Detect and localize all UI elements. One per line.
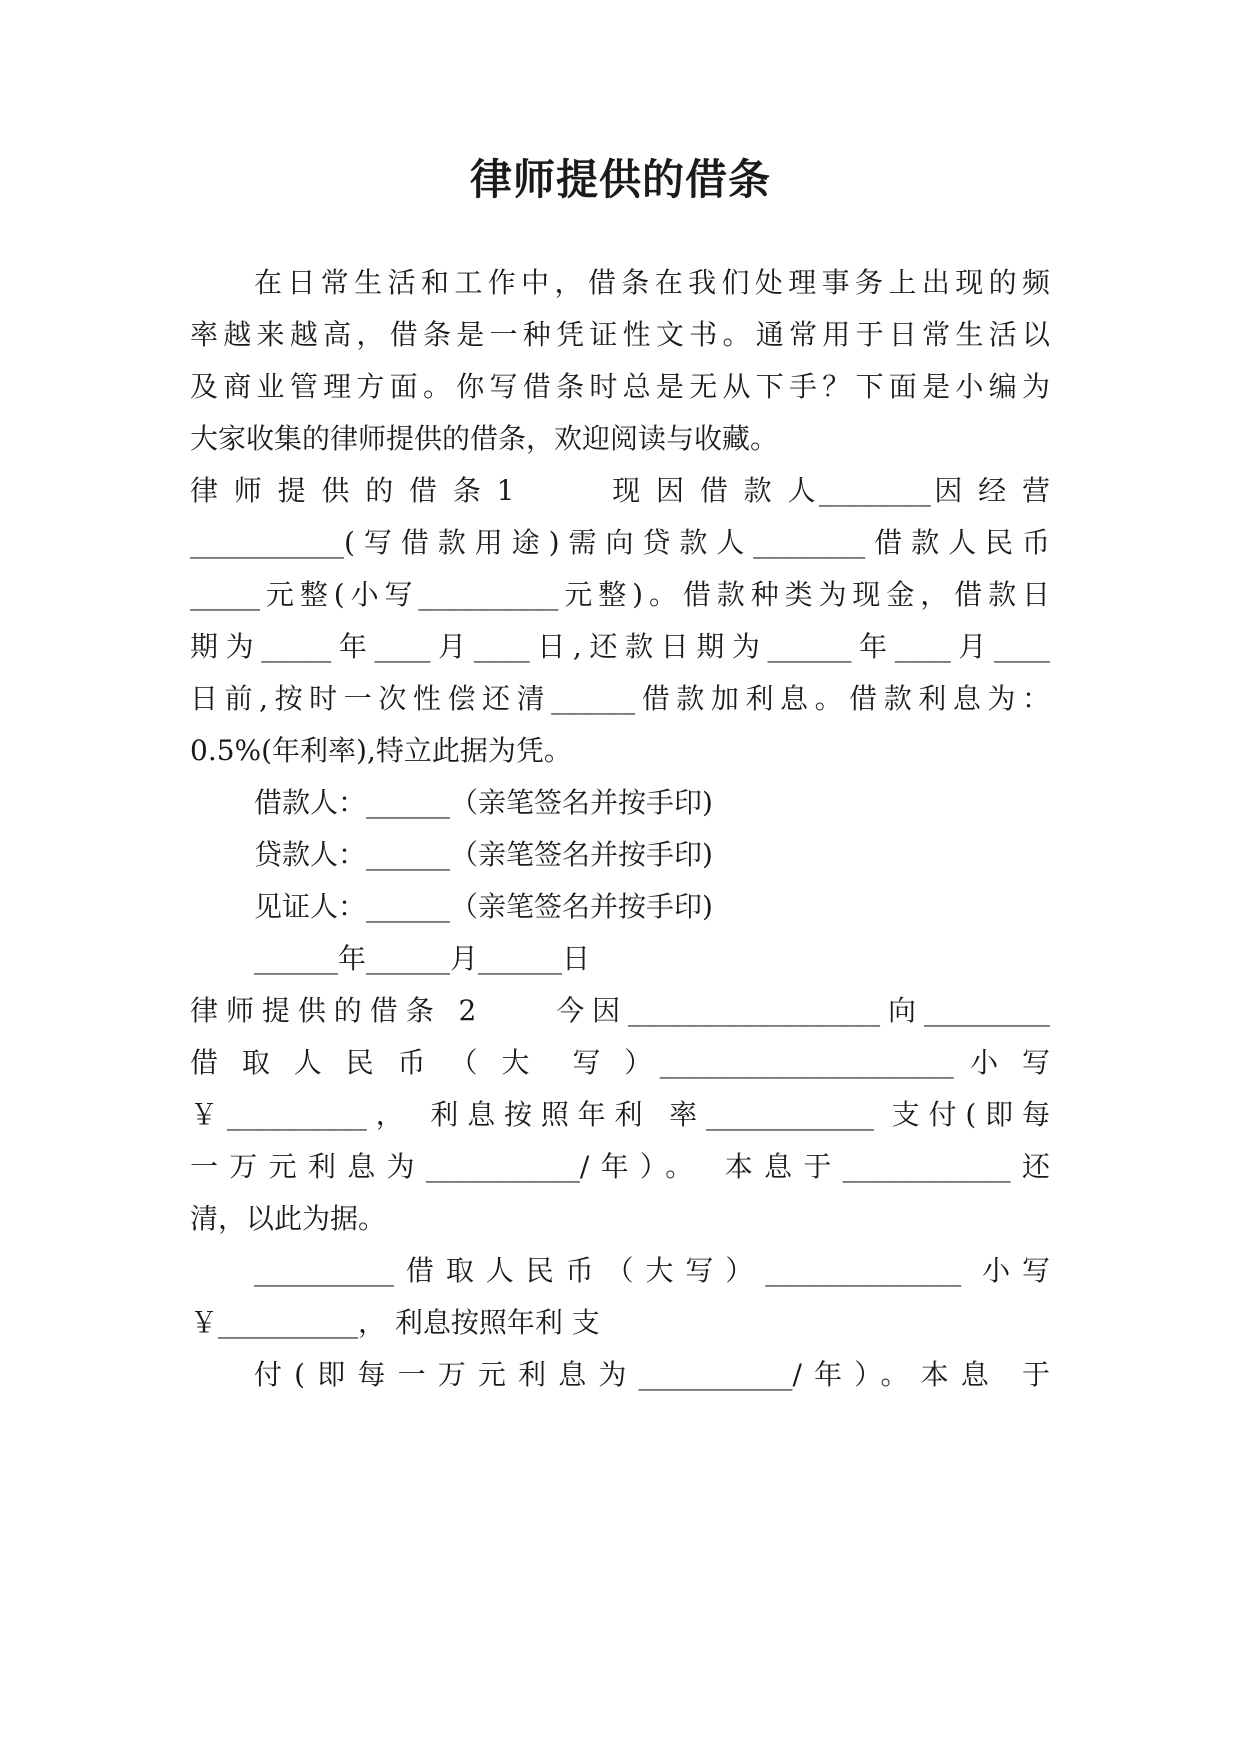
lender-signature-line: 贷款人：______（亲笔签名并按手印) <box>254 838 713 871</box>
intro-line-2: 率越来越高，借条是一种凭证性文书。通常用于日常生活以 <box>190 318 1050 351</box>
template3-line-3: 付(即每一万元利息为___________/年）。本息 于 <box>254 1358 1050 1391</box>
template2-line-5: 清，以此为据。 <box>190 1202 387 1235</box>
template1-line-3: _____元整(小写__________元整)。借款种类为现金，借款日 <box>190 578 1050 611</box>
template1-line-1: 律 师 提 供 的 借 条 1 现 因 借 款 人________因 经 营 <box>190 474 1050 507</box>
borrower-signature-line: 借款人：______（亲笔签名并按手印) <box>254 786 713 819</box>
witness-signature-line: 见证人：______（亲笔签名并按手印) <box>254 890 713 923</box>
template2-line-1: 律师提供的借条 2 今因__________________向_________ <box>190 994 1050 1027</box>
intro-line-1: 在日常生活和工作中，借条在我们处理事务上出现的频 <box>254 266 1050 299</box>
template2-line-3: ￥__________， 利息按照年利 率____________ 支付(即每 <box>190 1098 1050 1131</box>
template3-line-1: __________借取人民币（大写）______________ 小写 <box>254 1254 1050 1287</box>
template1-line-6: 0.5%(年利率),特立此据为凭。 <box>190 734 572 767</box>
document-title: 律师提供的借条 <box>469 155 771 204</box>
template1-line-4: 期为_____年____月____日,还款日期为______年____月____ <box>190 630 1050 663</box>
template2-line-2: 借 取 人 民 币 （ 大 写 ）_____________________ 小 写 <box>190 1046 1050 1079</box>
intro-line-3: 及商业管理方面。你写借条时总是无从下手？下面是小编为 <box>190 370 1050 403</box>
template1-line-2: ___________(写借款用途)需向贷款人________借款人民币 <box>190 526 1050 559</box>
date-line: ______年______月______日 <box>254 942 591 975</box>
intro-line-4: 大家收集的律师提供的借条，欢迎阅读与收藏。 <box>190 422 779 455</box>
template1-line-5: 日前,按时一次性偿还清______借款加利息。借款利息为： <box>190 682 1050 715</box>
template2-line-4: 一万元利息为___________/年）。 本息于____________还 <box>190 1150 1050 1183</box>
template3-line-2: ￥__________， 利息按照年利 支 <box>190 1306 600 1339</box>
